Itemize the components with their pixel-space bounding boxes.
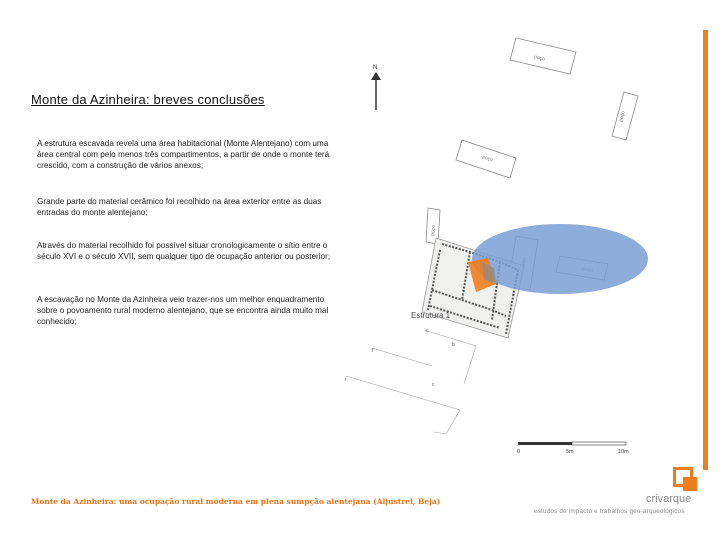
parcel-label: poço xyxy=(430,224,437,237)
north-label: N xyxy=(373,65,378,71)
point-label: c xyxy=(426,328,429,334)
accent-bar xyxy=(703,30,708,470)
point-label: f xyxy=(372,348,374,354)
parcel-label: poço xyxy=(618,110,627,123)
slide-title: Monte da Azinheira: breves conclusões xyxy=(31,92,265,107)
logo-mark-inner xyxy=(683,477,697,491)
footer-caption: Monte da Azinheira: uma ocupação rural moderna em plena sumpção alentejana (Aljustrel, Beja) xyxy=(31,497,441,506)
paragraph-2: Grande parte do material cerâmico foi recolhido na área exterior entre as duas entradas do monte alentejano; xyxy=(37,197,322,217)
artifact-concentration-ellipse xyxy=(472,224,648,294)
point-label: r xyxy=(345,377,347,383)
scale-bar xyxy=(518,442,626,445)
structure-label: Estrutura 1 xyxy=(411,311,451,320)
logo-tagline: estudos de impacto e trabalhos geo-arqueológicos xyxy=(534,508,685,515)
paragraph-1: A estrutura escavada revela uma área habitacional (Monte Alentejano) com uma área central com pelo menos três compartimentos, a partir de onde o monte terá crescido, com a construção de vários anexos; xyxy=(37,139,330,170)
parcel-label: poço xyxy=(533,54,546,63)
point-label: c xyxy=(432,382,435,388)
scale-label: 0 xyxy=(517,449,521,455)
parcel-label: poço xyxy=(481,154,494,164)
paragraph-3: Através do material recolhido foi possível situar cronologicamente o sítio entre o século XVI e o século XVII, sem qualquer tipo de ocupação anterior ou posterior; xyxy=(37,241,331,261)
north-arrow-icon xyxy=(371,72,381,110)
trench-grid xyxy=(346,330,476,434)
scale-label: 10m xyxy=(618,449,629,455)
scale-label: 5m xyxy=(566,449,574,455)
logo-name: crivarque xyxy=(646,493,692,505)
paragraph-4: A escavação no Monte da Azinheira veio trazer-nos um melhor enquadramento sobre o povoamento rural moderno alentejano, que se encontra ainda muito mal conhecido; xyxy=(37,295,329,326)
point-label: b xyxy=(452,342,455,348)
